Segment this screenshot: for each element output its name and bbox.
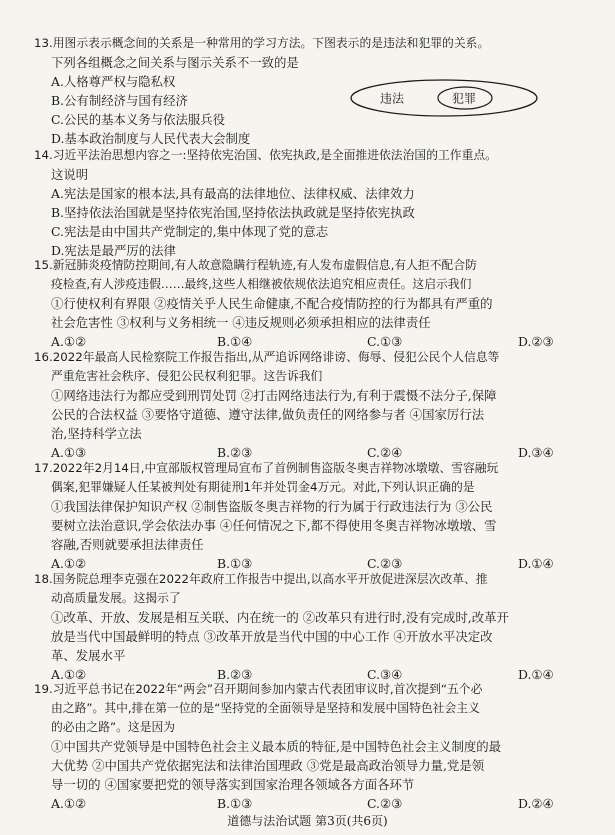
question-13-option-c: C.公民的基本义务与依法服兵役 xyxy=(51,112,226,127)
question-19-answer-b: B.①③ xyxy=(217,796,253,811)
outer-ellipse xyxy=(351,80,537,116)
question-18-statement-line-3: 革、发展水平 xyxy=(51,648,126,663)
question-19-stem-line-3: 的必由之路”。这是因为 xyxy=(51,720,176,734)
question-16-stem-line-2: 严重危害社会秩序、侵犯公民权利犯罪。这告诉我们 xyxy=(51,369,323,383)
question-16-answer-a: A.①③ xyxy=(51,445,87,460)
question-18-stem-line-1: 18.国务院总理李克强在2022年政府工作报告中提出,以高水平开放促进深层次改革、推 xyxy=(34,572,488,586)
question-15-answer-c: C.①③ xyxy=(367,334,403,349)
question-15-statement-line-1: ①行使权利有界限 ②疫情关乎人民生命健康,不配合疫情防控的行为都具有严重的 xyxy=(51,296,493,311)
page-footer: 道德与法治试题 第3页(共6页) xyxy=(227,814,388,828)
question-14-option-a: A.宪法是国家的根本法,具有最高的法律地位、法律权威、法律效力 xyxy=(51,186,415,201)
question-16-statement-line-1: ①网络违法行为都应受到刑罚处罚 ②打击网络违法行为,有利于震慑不法分子,保障 xyxy=(51,388,497,403)
outer-label: 违法 xyxy=(380,91,405,106)
question-18 xyxy=(34,570,594,684)
question-19-statement-line-3: 导一切的 ④国家要把党的领导落实到国家治理各领域各方面各环节 xyxy=(51,777,415,792)
question-14-option-d: D.宪法是最严厉的法律 xyxy=(51,243,176,258)
question-14-stem-line-1: 14.习近平法治思想内容之一:坚持依宪治国、依宪执政,是全面推进依法治国的工作重点。 xyxy=(34,148,497,162)
question-19 xyxy=(34,680,594,813)
question-13-stem-line-1: 13.用图示表示概念间的关系是一种常用的学习方法。下图表示的是违法和犯罪的关系。 xyxy=(34,36,490,50)
question-19-stem-line-2: 由之路”。其中,排在第一位的是“坚持党的全面领导是坚持和发展中国特色社会主义 xyxy=(51,701,480,715)
question-17-stem-line-2: 偶案,犯罪嫌疑人任某被判处有期徒刑1年并处罚金4万元。对此,下列认识正确的是 xyxy=(51,480,475,494)
question-16-answer-d: D.③④ xyxy=(518,445,554,460)
question-19-statement-line-1: ①中国共产党领导是中国特色社会主义最本质的特征,是中国特色社会主义制度的最 xyxy=(51,739,502,754)
question-17-answer-c: C.②③ xyxy=(367,556,403,571)
question-16-statement-line-3: 治,坚持科学立法 xyxy=(51,426,142,441)
question-18-answer-b: B.②③ xyxy=(217,667,253,682)
question-13-option-a: A.人格尊严权与隐私权 xyxy=(51,74,176,89)
question-15-statement-line-2: 社会危害性 ③权利与义务相统一 ④违反规则必须承担相应的法律责任 xyxy=(51,315,431,330)
question-17-stem-line-1: 17.2022年2月14日,中宣部版权管理局宣布了首例制售盗版冬奥吉祥物冰墩墩、雪容融玩 xyxy=(34,461,499,475)
question-16-answer-b: B.②③ xyxy=(217,445,253,460)
question-18-statement-line-1: ①改革、开放、发展是相互关联、内在统一的 ②改革只有进行时,没有完成时,改革开 xyxy=(51,610,509,625)
question-19-stem-line-1: 19.习近平总书记在2022年“两会”召开期间参加内蒙古代表团审议时,首次提到“五个必 xyxy=(34,682,483,696)
question-18-answer-c: C.③④ xyxy=(367,667,403,682)
question-17-statement-line-3: 容融,否则就要承担法律责任 xyxy=(51,537,204,552)
question-15-answer-b: B.①④ xyxy=(217,334,253,349)
question-17-answer-a: A.①② xyxy=(51,556,87,571)
question-18-answer-a: A.①② xyxy=(51,667,87,682)
question-15-answer-d: D.②③ xyxy=(518,334,554,349)
question-13-stem-line-2: 下列各组概念之间关系与图示关系不一致的是 xyxy=(51,55,299,70)
question-18-stem-line-2: 动高质量发展。这揭示了 xyxy=(51,591,181,605)
question-13-option-b: B.公有制经济与国有经济 xyxy=(51,93,188,108)
question-19-answers xyxy=(34,794,594,813)
question-15-stem-line-2: 疫检查,有人涉疫违假……最终,这些人相继被依规依法追究相应责任。这启示我们 xyxy=(51,277,472,291)
question-16-answer-c: C.②④ xyxy=(367,445,403,460)
question-14 xyxy=(34,146,594,260)
question-18-answer-d: D.①④ xyxy=(518,667,554,682)
question-15 xyxy=(34,256,594,351)
question-18-statement-line-2: 放是当代中国最鲜明的特点 ③改革开放是当代中国的中心工作 ④开放水平决定改 xyxy=(51,629,493,644)
question-19-answer-c: C.②③ xyxy=(367,796,403,811)
question-16-statement-line-2: 公民的合法权益 ③要恪守道德、遵守法律,做负责任的网络参与者 ④国家厉行法 xyxy=(51,407,485,422)
question-19-answer-a: A.①② xyxy=(51,796,87,811)
question-14-stem-line-2: 这说明 xyxy=(51,167,89,182)
question-17-statement-line-1: ①我国法律保护知识产权 ②制售盗版冬奥吉祥物的行为属于行政违法行为 ③公民 xyxy=(51,499,493,514)
violation-crime-diagram xyxy=(348,78,540,118)
question-17-answer-b: B.①③ xyxy=(217,556,253,571)
question-16-stem-line-1: 16.2022年最高人民检察院工作报告指出,从严追诉网络诽谤、侮辱、侵犯公民个人信息等 xyxy=(34,350,500,364)
question-19-statement-line-2: 大优势 ②中国共产党依据宪法和法律治国理政 ③党是最高政治领导力量,党是领 xyxy=(51,758,485,773)
question-15-stem-line-1: 15.新冠肺炎疫情防控期间,有人故意隐瞒行程轨迹,有人发布虚假信息,有人拒不配合防 xyxy=(34,258,477,272)
question-17-answer-d: D.①④ xyxy=(518,556,554,571)
question-14-option-b: B.坚持依法治国就是坚持依宪治国,坚持依法执政就是坚持依宪执政 xyxy=(51,205,415,220)
inner-label: 犯罪 xyxy=(452,91,477,106)
question-19-answer-d: D.②④ xyxy=(518,796,554,811)
question-17 xyxy=(34,459,594,573)
question-16 xyxy=(34,348,594,462)
question-15-answer-a: A.①② xyxy=(51,334,87,349)
question-17-statement-line-2: 要树立法治意识,学会依法办事 ④任何情况之下,都不得使用冬奥吉祥物冰墩墩、雪 xyxy=(51,518,497,533)
question-13-option-d: D.基本政治制度与人民代表大会制度 xyxy=(51,131,251,146)
question-14-option-c: C.宪法是由中国共产党制定的,集中体现了党的意志 xyxy=(51,224,329,239)
